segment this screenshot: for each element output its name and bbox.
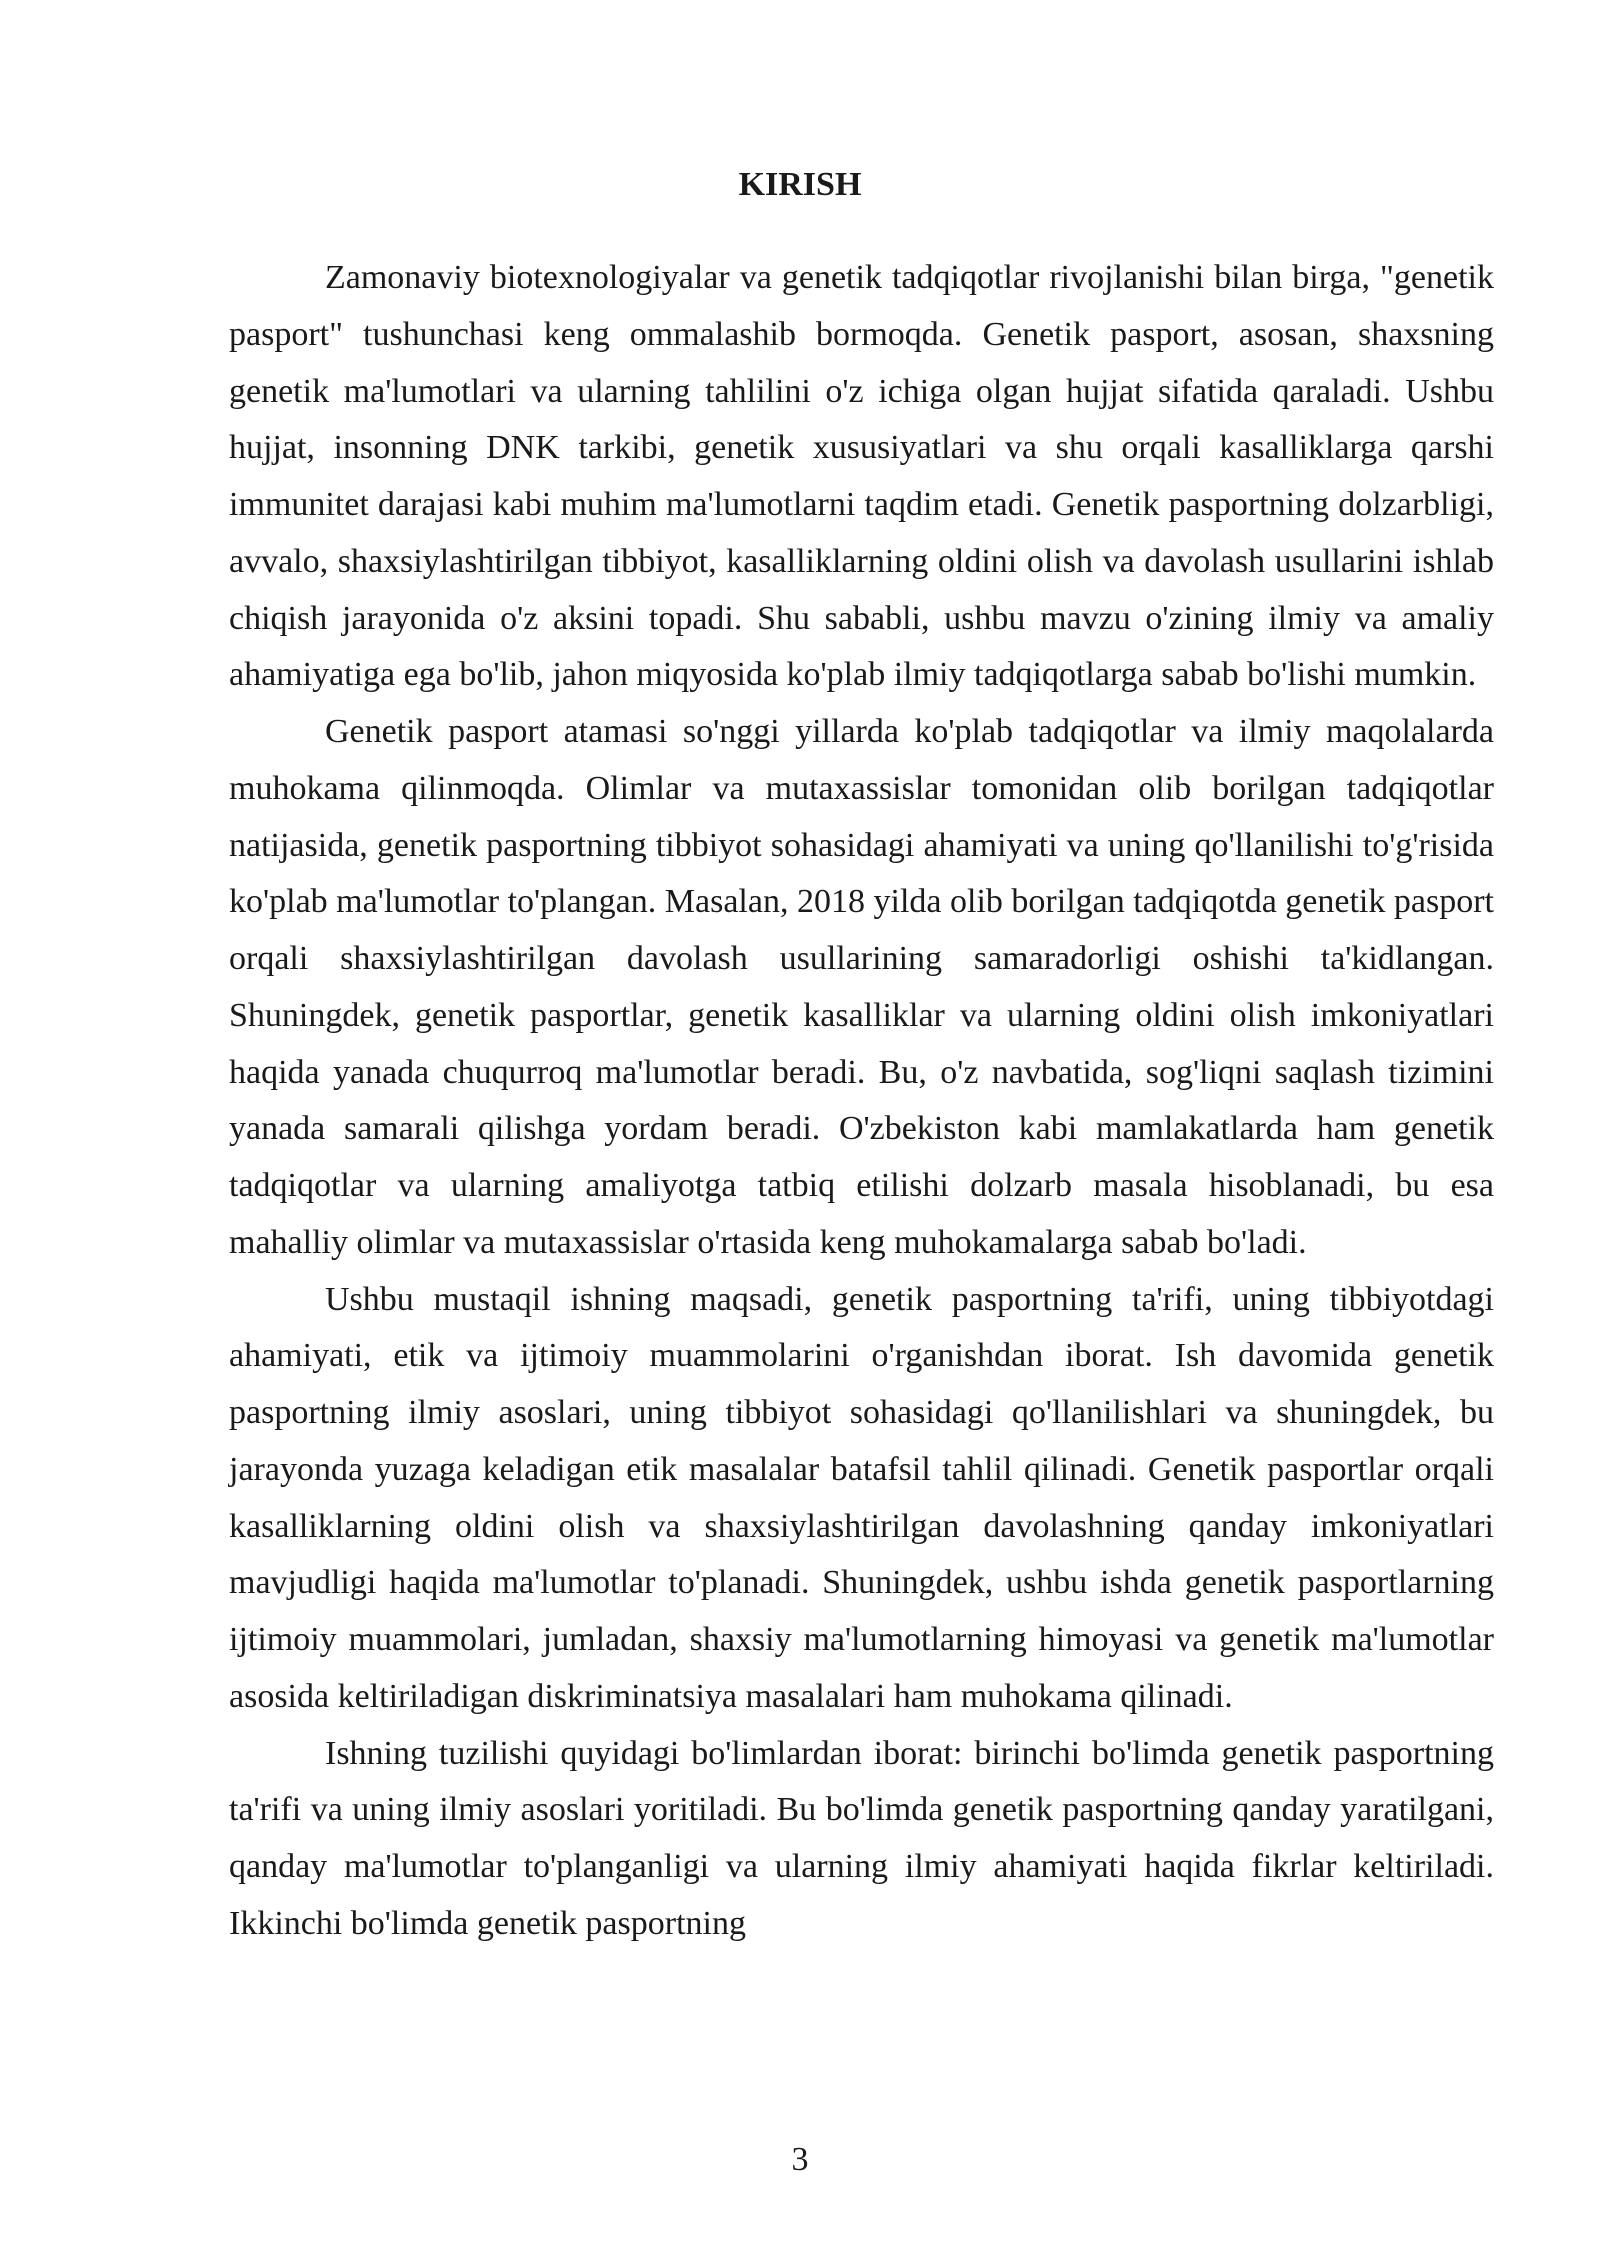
body-text	[229, 250, 1494, 1953]
paragraph-1: Zamonaviy biotexnologiyalar va genetik tadqiqotlar rivojlanishi bilan birga, "genetik pasport" tushunchasi keng ommalashib bormoqda. Genetik pasport, asosan, shaxsning genetik ma'lumotlari va ularning tahlilini o'z ichiga olgan hujjat sifatida qaraladi. Ushbu hujjat, insonning DNK tarkibi, genetik xususiyatlari va shu orqali kasalliklarga qarshi immunitet darajasi kabi muhim ma'lumotlarni taqdim etadi. Genetik pasportning dolzarbligi, avvalo, shaxsiylashtirilgan tibbiyot, kasalliklarning oldini olish va davolash usullarini ishlab chiqish jarayonida o'z aksini topadi. Shu sababli, ushbu mavzu o'zining ilmiy va amaliy ahamiyatiga ega bo'lib, jahon miqyosida ko'plab ilmiy tadqiqotlarga sabab bo'lishi mumkin.	[229, 259, 1494, 694]
paragraph-3: Ushbu mustaqil ishning maqsadi, genetik pasportning ta'rifi, uning tibbiyotdagi ahamiyati, etik va ijtimoiy muammolarini o'rganishdan iborat. Ish davomida genetik pasportning ilmiy asoslari, uning tibbiyot sohasidagi qo'llanilishlari va shuningdek, bu jarayonda yuzaga keladigan etik masalalar batafsil tahlil qilinadi. Genetik pasportlar orqali kasalliklarning oldini olish va shaxsiylashtirilgan davolashning qanday imkoniyatlari mavjudligi haqida ma'lumotlar to'planadi. Shuningdek, ushbu ishda genetik pasportlarning ijtimoiy muammolari, jumladan, shaxsiy ma'lumotlarning himoyasi va genetik ma'lumotlar asosida keltiriladigan diskriminatsiya masalalari ham muhokama qilinadi.	[229, 1280, 1494, 1715]
paragraph-4: Ishning tuzilishi quyidagi bo'limlardan iborat: birinchi bo'limda genetik pasportning ta'rifi va uning ilmiy asoslari yoritiladi. Bu bo'limda genetik pasportning qanday yaratilgani, qanday ma'lumotlar to'planganligi va ularning ilmiy ahamiyati haqida fikrlar keltiriladi. Ikkinchi bo'limda genetik pasportning	[229, 1734, 1494, 1942]
page-number: 3	[791, 2141, 809, 2178]
section-heading: KIRISH	[738, 166, 862, 203]
paragraph-2: Genetik pasport atamasi so'nggi yillarda ko'plab tadqiqotlar va ilmiy maqolalarda muhokama qilinmoqda. Olimlar va mutaxassislar tomonidan olib borilgan tadqiqotlar natijasida, genetik pasportning tibbiyot sohasidagi ahamiyati va uning qo'llanilishi to'g'risida ko'plab ma'lumotlar to'plangan. Masalan, 2018 yilda olib borilgan tadqiqotda genetik pasport orqali shaxsiylashtirilgan davolash usullarining samaradorligi oshishi ta'kidlangan. Shuningdek, genetik pasportlar, genetik kasalliklar va ularning oldini olish imkoniyatlari haqida yanada chuqurroq ma'lumotlar beradi. Bu, o'z navbatida, sog'liqni saqlash tizimini yanada samarali qilishga yordam beradi. O'zbekiston kabi mamlakatlarda ham genetik tadqiqotlar va ularning amaliyotga tatbiq etilishi dolzarb masala hisoblanadi, bu esa mahalliy olimlar va mutaxassislar o'rtasida keng muhokamalarga sabab bo'ladi.	[229, 713, 1494, 1261]
